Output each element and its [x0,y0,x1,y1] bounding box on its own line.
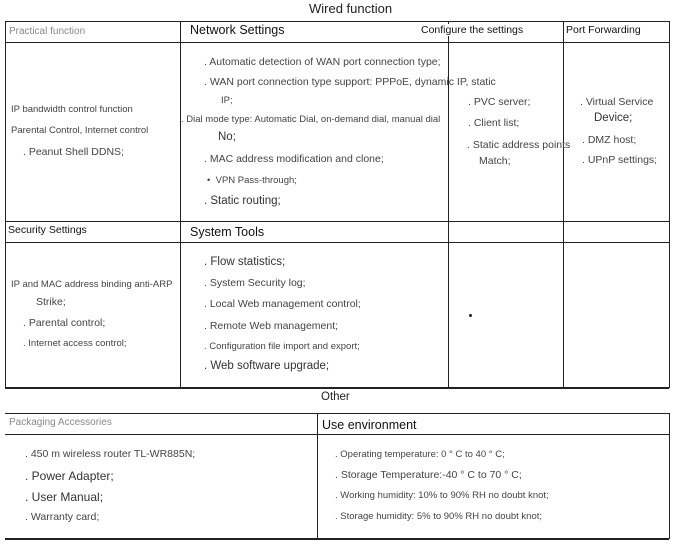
column-border [180,21,181,388]
list-item: . Peanut Shell DDNS; [23,146,124,158]
network-settings-header: Network Settings [190,23,285,37]
list-item: . Storage humidity: 5% to 90% RH no doubt knot; [335,511,543,522]
page-title: Wired function [309,1,393,16]
packaging-accessories-header: Packaging Accessories [9,417,112,428]
list-item: . Web software upgrade; [204,360,330,372]
list-item: . Parental control; [23,317,106,329]
vpn-passthrough-label: VPN Pass-through; [215,175,297,186]
list-item: . System Security log; [204,277,306,289]
list-item: . DMZ host; [582,134,637,146]
list-item: . Client list; [468,117,520,129]
list-item: . 450 m wireless router TL-WR885N; [25,448,196,460]
use-environment-header: Use environment [322,418,417,432]
other-title: Other [321,391,350,403]
section-divider [5,221,669,222]
configure-settings-header: Configure the settings [421,24,524,36]
list-item: Parental Control, Internet control [11,125,149,136]
list-item: . Internet access control; [23,338,127,349]
other-bottom-border [5,538,669,540]
list-item: . Operating temperature: 0 ° C to 40 ° C; [335,449,505,460]
list-item: . Local Web management control; [204,298,361,310]
list-item: • VPN Pass-through; [207,175,297,186]
list-item: . Virtual Service [580,96,654,108]
port-forwarding-header: Port Forwarding [566,24,641,36]
list-item: . UPnP settings; [582,154,658,166]
bullet-dot-icon [469,314,472,317]
list-item: . Warranty card; [25,511,100,523]
list-item: IP; [221,95,233,106]
list-item: . Automatic detection of WAN port connection type; [204,56,441,68]
list-item: . Flow statistics; [204,256,286,268]
column-border [5,21,6,388]
list-item: No; [218,131,236,143]
list-item: IP and MAC address binding anti-ARP [11,279,173,290]
security-settings-header: Security Settings [8,224,87,236]
list-item: IP bandwidth control function [11,104,133,115]
list-item: Device; [594,112,633,124]
list-item: . Power Adapter; [25,469,114,483]
list-item: . WAN port connection type support: PPPoE, dynamic IP, static [204,76,496,88]
list-item: . Dial mode type: Automatic Dial, on-demand dial, manual dial [181,114,441,125]
column-border [563,21,564,388]
other-top-border [5,413,669,414]
list-item: . Working humidity: 10% to 90% RH no doubt knot; [335,490,549,501]
table-top-border [5,21,669,22]
system-tools-header: System Tools [190,225,265,239]
list-item: . Configuration file import and export; [204,341,360,352]
table-bottom-border [5,387,669,389]
column-border [669,413,670,539]
list-item: Match; [479,155,511,167]
list-item: . Storage Temperature:-40 ° C to 70 ° C; [335,469,522,481]
other-header-border [5,434,669,435]
list-item: . PVC server; [468,96,531,108]
column-border [669,21,670,388]
column-border [317,413,318,539]
list-item: . MAC address modification and clone; [204,153,384,165]
list-item: . Static routing; [204,195,281,207]
header-row-border [5,42,669,43]
list-item: . Remote Web management; [204,320,339,332]
header-row-border-2 [5,242,669,243]
list-item: . User Manual; [25,490,104,504]
list-item: . Static address points [467,139,571,151]
practical-function-header: Practical function [9,26,86,37]
list-item: Strike; [36,296,66,308]
